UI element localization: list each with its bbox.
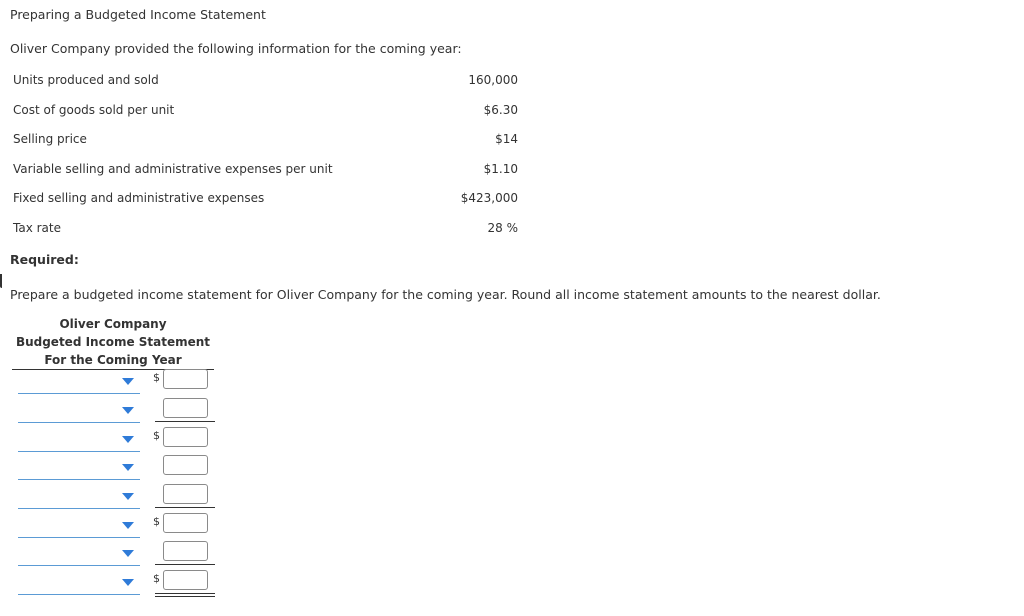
info-value: $6.30 xyxy=(483,102,518,117)
statement-period: For the Coming Year xyxy=(12,351,214,370)
amount-input[interactable] xyxy=(163,513,208,533)
total-double-rule xyxy=(155,593,215,597)
info-value: $1.10 xyxy=(483,161,518,176)
info-value: 160,000 xyxy=(468,73,518,87)
line-item-dropdown[interactable] xyxy=(18,459,140,480)
chevron-down-icon xyxy=(122,550,134,557)
page-title: Preparing a Budgeted Income Statement xyxy=(10,7,266,22)
statement-row xyxy=(18,567,218,595)
dollar-sign: $ xyxy=(153,371,160,384)
info-row xyxy=(13,125,523,155)
line-item-dropdown[interactable] xyxy=(18,488,140,509)
amount-input[interactable] xyxy=(163,484,208,504)
statement-row xyxy=(18,395,218,423)
intro-text: Oliver Company provided the following information for the coming year: xyxy=(10,41,462,56)
left-edge-mark xyxy=(0,274,5,288)
chevron-down-icon xyxy=(122,407,134,414)
statement-row xyxy=(18,538,218,566)
statement-name: Budgeted Income Statement xyxy=(15,335,211,349)
statement-company: Oliver Company xyxy=(59,317,167,331)
statement-header xyxy=(12,315,214,370)
line-item-dropdown[interactable] xyxy=(18,431,140,452)
statement-row xyxy=(18,452,218,480)
statement-row xyxy=(18,481,218,509)
subtotal-rule xyxy=(155,564,215,565)
chevron-down-icon xyxy=(122,378,134,385)
line-item-dropdown[interactable] xyxy=(18,373,140,394)
chevron-down-icon xyxy=(122,493,134,500)
amount-input[interactable] xyxy=(163,541,208,561)
dollar-sign: $ xyxy=(153,515,160,528)
amount-input[interactable] xyxy=(163,427,208,447)
statement-row xyxy=(18,510,218,538)
chevron-down-icon xyxy=(122,579,134,586)
statement-row xyxy=(18,424,218,452)
chevron-down-icon xyxy=(122,436,134,443)
info-row xyxy=(13,155,523,185)
info-row xyxy=(13,184,523,214)
statement-row xyxy=(18,366,218,394)
info-value: $423,000 xyxy=(460,191,518,205)
subtotal-rule xyxy=(155,421,215,422)
dollar-sign: $ xyxy=(153,429,160,442)
info-row xyxy=(13,96,523,126)
info-label: Fixed selling and administrative expenses xyxy=(13,191,265,205)
dollar-sign: $ xyxy=(153,572,160,585)
required-heading: Required: xyxy=(10,252,79,267)
info-value: $14 xyxy=(495,132,518,146)
line-item-dropdown[interactable] xyxy=(18,545,140,566)
info-row xyxy=(13,214,523,244)
info-label: Cost of goods sold per unit xyxy=(13,102,175,117)
info-label: Selling price xyxy=(13,132,87,146)
line-item-dropdown[interactable] xyxy=(18,517,140,538)
subtotal-rule xyxy=(155,507,215,508)
amount-input[interactable] xyxy=(163,455,208,475)
amount-input[interactable] xyxy=(163,398,208,418)
chevron-down-icon xyxy=(122,464,134,471)
amount-input[interactable] xyxy=(163,369,208,389)
info-row xyxy=(13,66,523,96)
line-item-dropdown[interactable] xyxy=(18,402,140,423)
info-table xyxy=(13,66,523,243)
info-label: Tax rate xyxy=(13,220,61,235)
info-label: Variable selling and administrative expenses per unit xyxy=(13,161,333,176)
line-item-dropdown[interactable] xyxy=(18,574,140,595)
chevron-down-icon xyxy=(122,522,134,529)
amount-input[interactable] xyxy=(163,570,208,590)
info-label: Units produced and sold xyxy=(13,73,159,87)
instructions-text: Prepare a budgeted income statement for Oliver Company for the coming year. Round all income statement amounts to the nearest dollar. xyxy=(10,287,881,302)
info-value: 28 % xyxy=(487,220,518,235)
